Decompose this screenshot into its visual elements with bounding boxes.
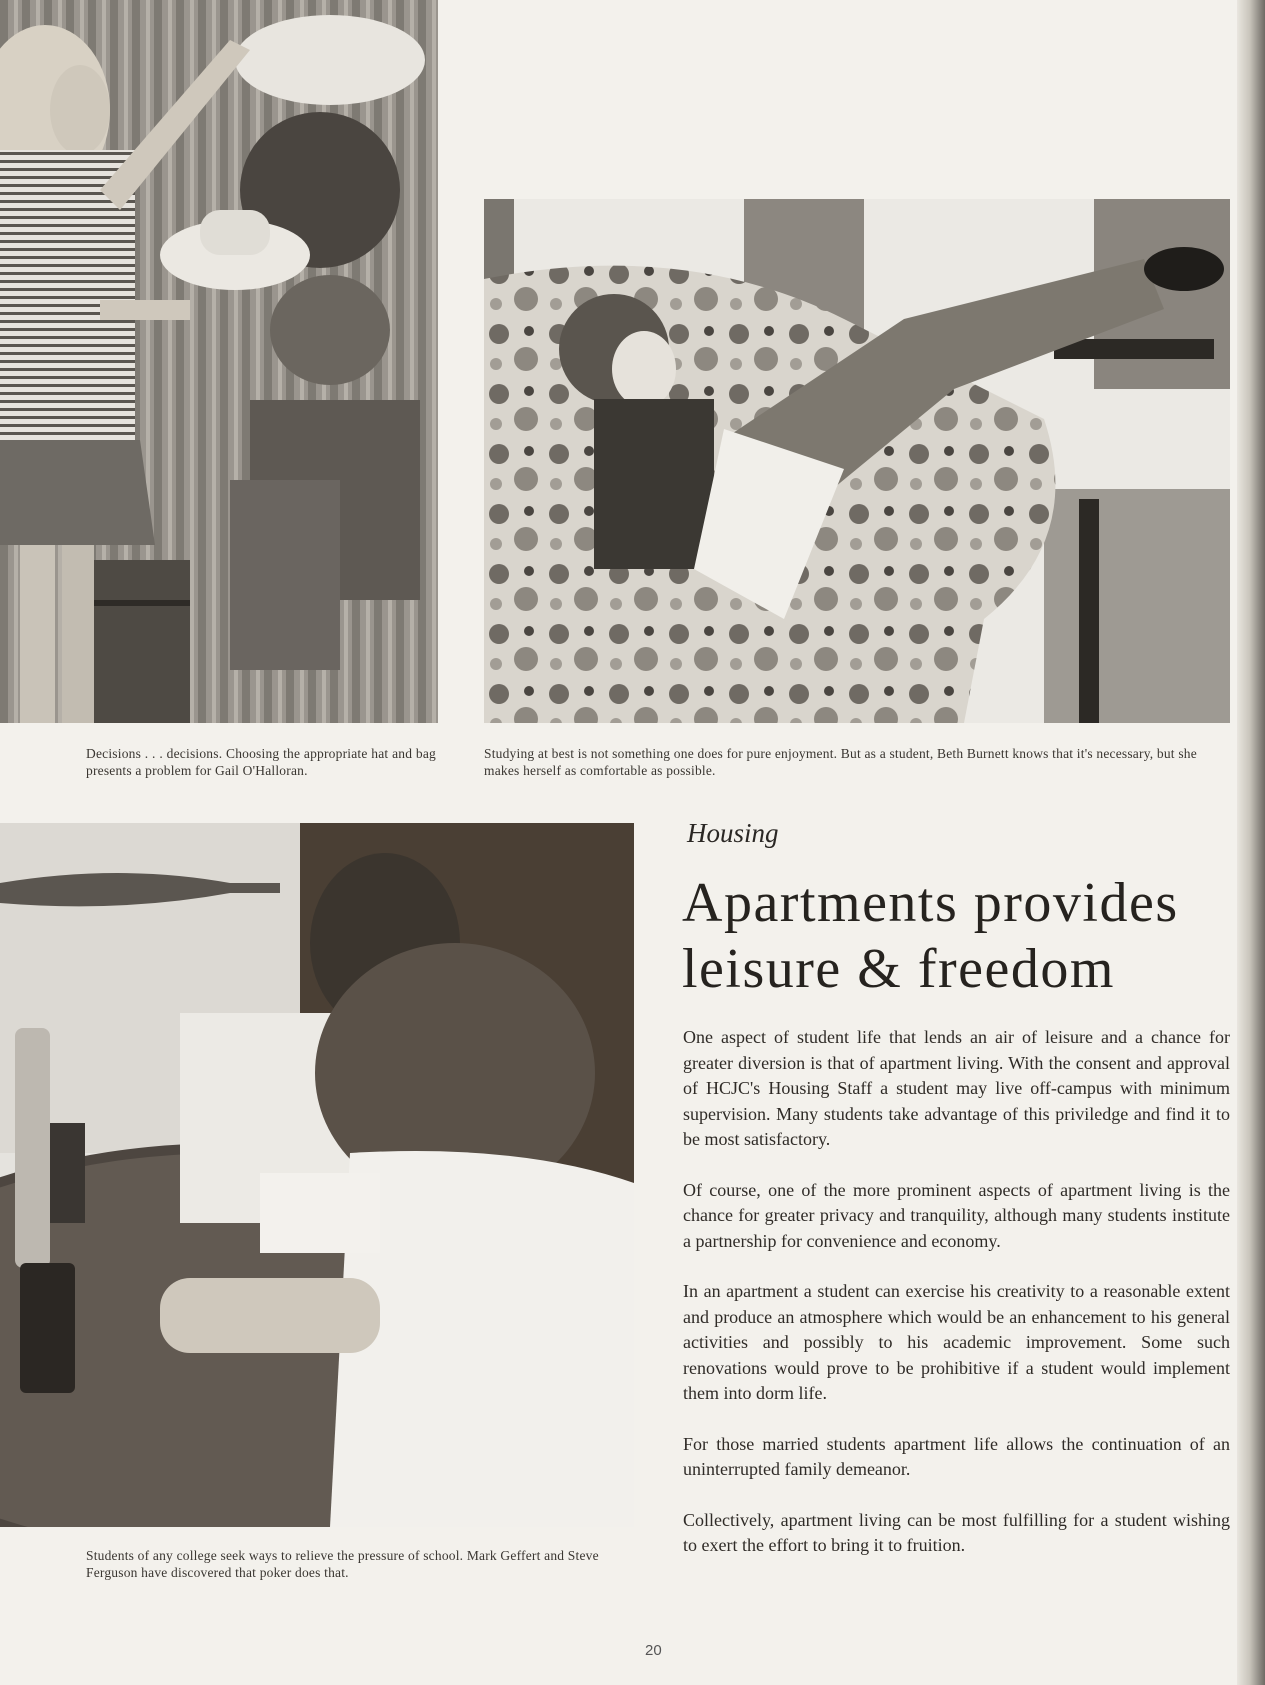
article-body bbox=[683, 1025, 1230, 1584]
body-paragraph: One aspect of student life that lends an air of leisure and a chance for greater diversion is that of apartment living. With the consent and approval of HCJC's Housing Staff a student may live off-campus with minimum supervision. Many students take advantage of this priviledge and find it to be most satisfactory. bbox=[683, 1027, 1230, 1149]
photo-hats bbox=[0, 0, 438, 723]
headline: Apartments provides leisure & freedom bbox=[682, 872, 1179, 1000]
body-paragraph: Collectively, apartment living can be most fulfilling for a student wishing to exert the effort to bring it to fruition. bbox=[683, 1509, 1230, 1555]
body-paragraph: Of course, one of the more prominent aspects of apartment living is the chance for greater privacy and tranquility, although many students institute a partnership for convenience and economy. bbox=[683, 1179, 1230, 1251]
page-edge-shadow bbox=[1237, 0, 1265, 1685]
caption-reading: Studying at best is not something one does for pure enjoyment. But as a student, Beth Burnett knows that it's necessary, but she makes herself as comfortable as possible. bbox=[484, 746, 1197, 778]
section-label: Housing bbox=[687, 818, 779, 848]
caption-hats: Decisions . . . decisions. Choosing the appropriate hat and bag presents a problem for Gail O'Halloran. bbox=[86, 746, 436, 778]
photo-reading bbox=[484, 199, 1230, 723]
body-paragraph: In an apartment a student can exercise his creativity to a reasonable extent and produce an atmosphere which would be an enhancement to his general activities and possibly to his academic improvement. Some such renovations would prove to be prohibitive if a student would implement them into dorm life. bbox=[683, 1281, 1230, 1403]
page-number: 20 bbox=[645, 1642, 662, 1659]
body-paragraph: For those married students apartment life allows the continuation of an uninterrupted family demeanor. bbox=[683, 1433, 1230, 1479]
photo-poker bbox=[0, 823, 634, 1527]
caption-poker: Students of any college seek ways to relieve the pressure of school. Mark Geffert and Steve Ferguson have discovered that poker does that. bbox=[86, 1548, 599, 1580]
